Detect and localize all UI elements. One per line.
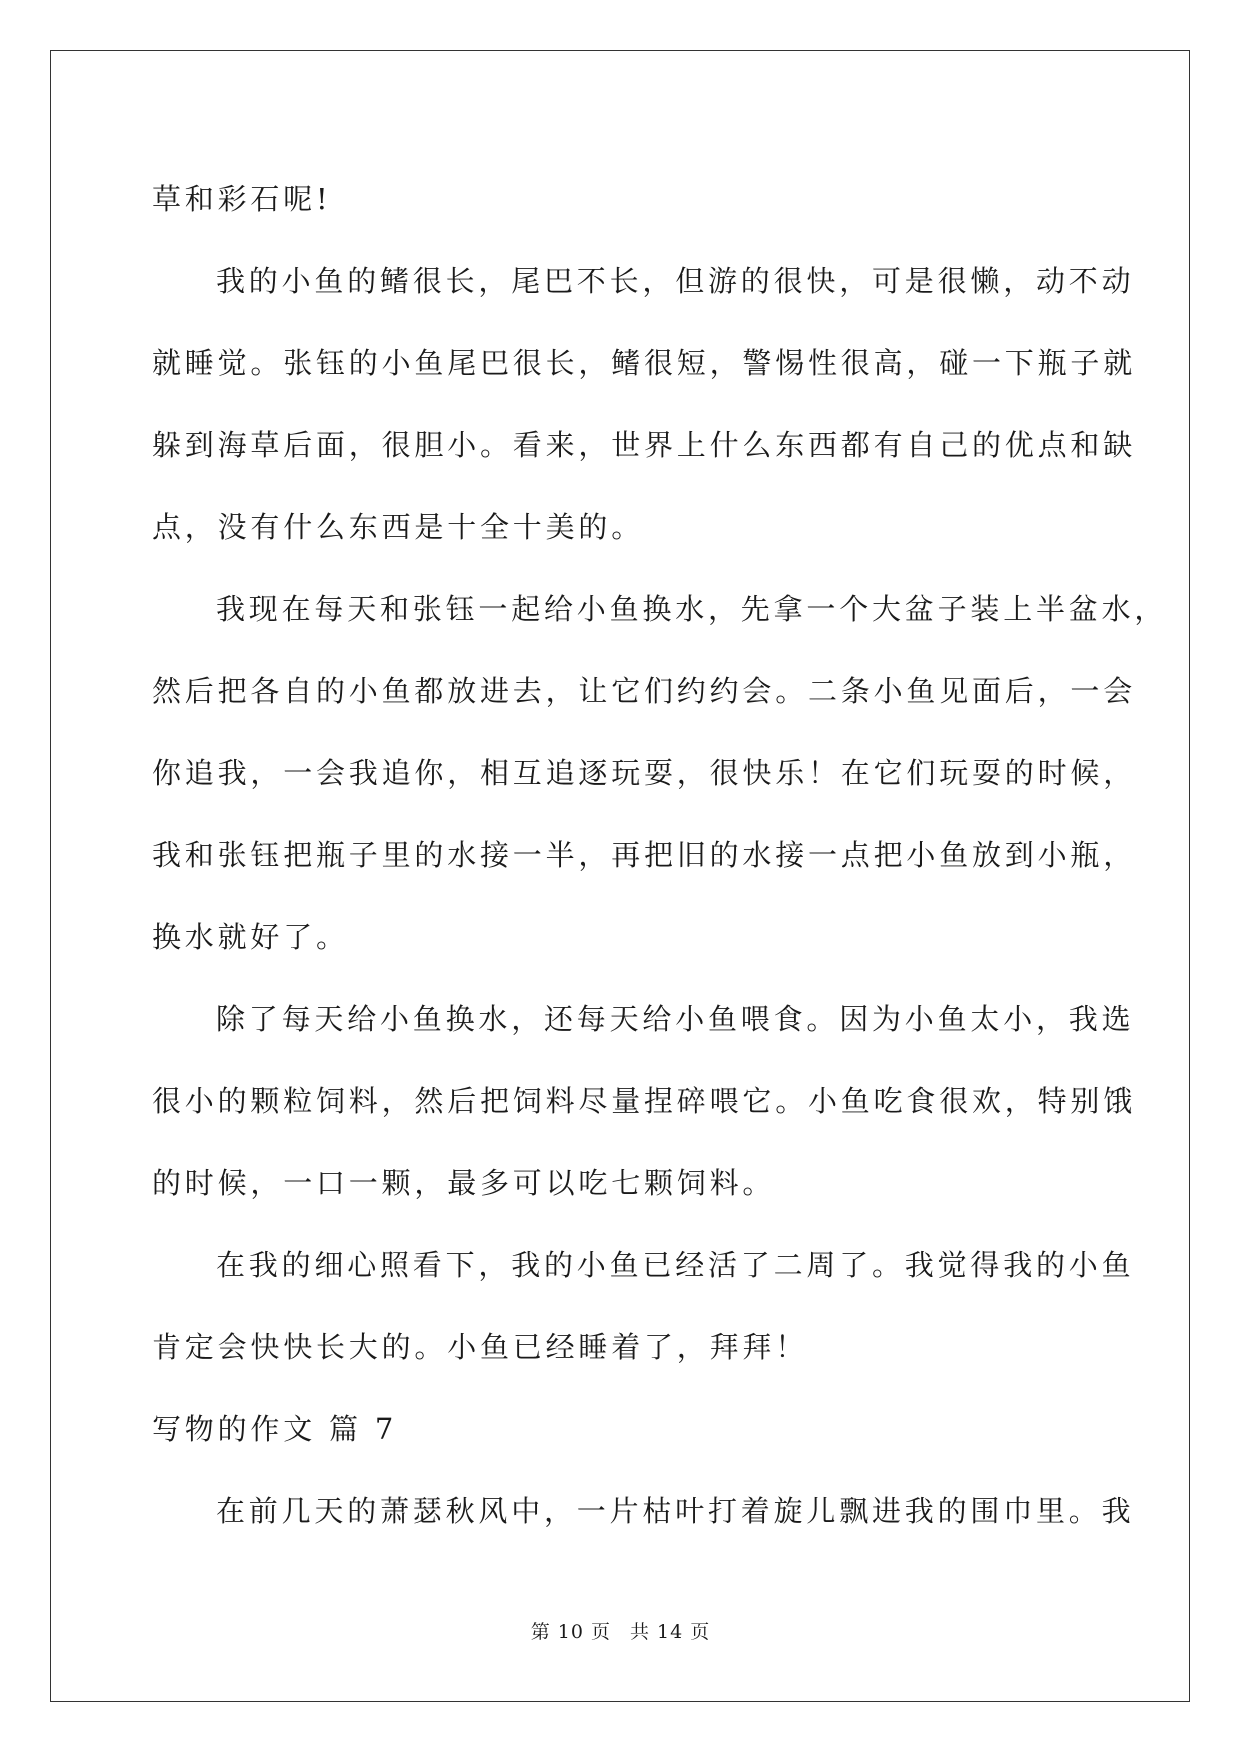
text-line: 我现在每天和张钰一起给小鱼换水，先拿一个大盆子装上半盆水，	[216, 592, 1168, 626]
page-footer	[0, 1617, 1241, 1644]
text-line: 然后把各自的小鱼都放进去，让它们约约会。二条小鱼见面后，一会	[152, 674, 1137, 708]
section-heading: 写物的作文 篇 7	[152, 1412, 398, 1446]
text-line: 很小的颗粒饲料，然后把饲料尽量捏碎喂它。小鱼吃食很欢，特别饿	[152, 1084, 1137, 1118]
document-body	[152, 158, 1168, 1552]
text-line: 换水就好了。	[152, 920, 349, 954]
text-line: 我和张钰把瓶子里的水接一半，再把旧的水接一点把小鱼放到小瓶，	[152, 838, 1137, 872]
text-line: 草和彩石呢!	[152, 182, 332, 216]
text-line: 我的小鱼的鳍很长，尾巴不长，但游的很快，可是很懒，动不动	[216, 264, 1135, 298]
page-total: 共 14 页	[630, 1621, 711, 1643]
page-number: 第 10 页	[530, 1621, 611, 1643]
text-line: 你追我，一会我追你，相互追逐玩耍，很快乐！在它们玩耍的时候，	[152, 756, 1137, 790]
text-line: 在前几天的萧瑟秋风中，一片枯叶打着旋儿飘进我的围巾里。我	[216, 1494, 1135, 1528]
text-line: 躲到海草后面，很胆小。看来，世界上什么东西都有自己的优点和缺	[152, 428, 1137, 462]
text-line: 除了每天给小鱼换水，还每天给小鱼喂食。因为小鱼太小，我选	[216, 1002, 1135, 1036]
text-line: 在我的细心照看下，我的小鱼已经活了二周了。我觉得我的小鱼	[216, 1248, 1135, 1282]
text-line: 的时候，一口一颗，最多可以吃七颗饲料。	[152, 1166, 776, 1200]
text-line: 点，没有什么东西是十全十美的。	[152, 510, 645, 544]
text-line: 肯定会快快长大的。小鱼已经睡着了，拜拜！	[152, 1330, 809, 1364]
text-line: 就睡觉。张钰的小鱼尾巴很长，鳍很短，警惕性很高，碰一下瓶子就	[152, 346, 1137, 380]
